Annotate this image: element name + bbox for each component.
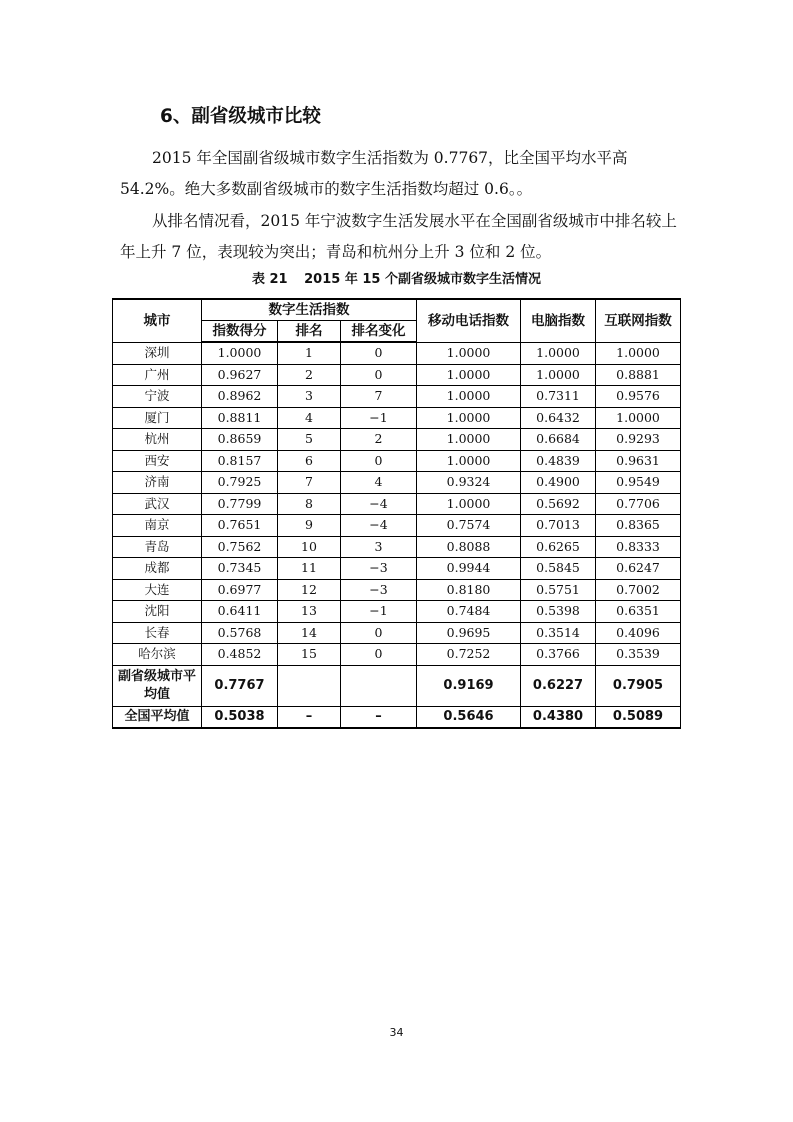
table-cell: 0 xyxy=(341,644,417,666)
table-cell: 0.4096 xyxy=(596,622,681,644)
table-cell: 7 xyxy=(341,386,417,408)
table-cell: 1.0000 xyxy=(521,364,596,386)
summary-label-cell: 副省级城市平均值 xyxy=(113,665,202,706)
table-caption-label: 表 21 xyxy=(251,272,288,287)
table-cell: 5 xyxy=(278,429,341,451)
header-city: 城市 xyxy=(113,299,202,342)
city-digital-life-table xyxy=(112,298,681,729)
table-cell: 0.4839 xyxy=(521,450,596,472)
table-cell: 0 xyxy=(341,622,417,644)
table-cell: 0.5398 xyxy=(521,601,596,623)
table-cell: 1.0000 xyxy=(417,493,521,515)
city-name-cell: 深圳 xyxy=(113,342,202,364)
table-cell: 0.6247 xyxy=(596,558,681,580)
table-row xyxy=(113,472,681,494)
table-cell: 9 xyxy=(278,515,341,537)
paragraph-2: 从排名情况看，2015 年宁波数字生活发展水平在全国副省级城市中排名较上年上升 7 位，表现较为突出；青岛和杭州分上升 3 位和 2 位。 xyxy=(120,212,677,261)
summary-cell: – xyxy=(278,706,341,728)
section-heading: 6、副省级城市比较 xyxy=(160,106,321,127)
table-cell: 6 xyxy=(278,450,341,472)
table-cell: 0.7651 xyxy=(202,515,278,537)
table-cell: 0.9549 xyxy=(596,472,681,494)
summary-cell: 0.5038 xyxy=(202,706,278,728)
header-score: 指数得分 xyxy=(202,321,278,343)
table-cell: 0.6265 xyxy=(521,536,596,558)
table-cell: 0.8157 xyxy=(202,450,278,472)
table-cell: 0.9324 xyxy=(417,472,521,494)
table-cell: 0.8811 xyxy=(202,407,278,429)
table-cell: 0.7562 xyxy=(202,536,278,558)
city-name-cell: 长春 xyxy=(113,622,202,644)
table-cell: 0.3514 xyxy=(521,622,596,644)
table-cell: 0.7574 xyxy=(417,515,521,537)
table-cell: 0.8180 xyxy=(417,579,521,601)
table-row xyxy=(113,622,681,644)
table-cell: 3 xyxy=(278,386,341,408)
table-cell: 1.0000 xyxy=(521,342,596,364)
table-cell: 0.3766 xyxy=(521,644,596,666)
summary-cell: 0.7767 xyxy=(202,665,278,706)
table-cell: 10 xyxy=(278,536,341,558)
table-cell: 1.0000 xyxy=(417,450,521,472)
table-cell: −1 xyxy=(341,601,417,623)
header-internet: 互联网指数 xyxy=(596,299,681,342)
city-name-cell: 大连 xyxy=(113,579,202,601)
city-name-cell: 西安 xyxy=(113,450,202,472)
table-cell: 0.9695 xyxy=(417,622,521,644)
table-cell: 11 xyxy=(278,558,341,580)
table-cell: 12 xyxy=(278,579,341,601)
table-cell: 0.4900 xyxy=(521,472,596,494)
city-name-cell: 宁波 xyxy=(113,386,202,408)
table-cell: 0.8088 xyxy=(417,536,521,558)
table-cell: 15 xyxy=(278,644,341,666)
table-row xyxy=(113,450,681,472)
summary-cell: 0.5646 xyxy=(417,706,521,728)
table-cell: 0 xyxy=(341,364,417,386)
table-cell: 0.9944 xyxy=(417,558,521,580)
city-name-cell: 南京 xyxy=(113,515,202,537)
table-cell: 0 xyxy=(341,342,417,364)
table-cell: 4 xyxy=(278,407,341,429)
header-rank-change: 排名变化 xyxy=(341,321,417,343)
summary-cell: 0.4380 xyxy=(521,706,596,728)
table-cell: 2 xyxy=(278,364,341,386)
table-row xyxy=(113,493,681,515)
table-cell: 1.0000 xyxy=(417,364,521,386)
table-cell: 4 xyxy=(341,472,417,494)
page-number: 34 xyxy=(389,1026,404,1039)
table-cell: 14 xyxy=(278,622,341,644)
table-cell: 8 xyxy=(278,493,341,515)
table-row xyxy=(113,429,681,451)
table-cell: 0.7013 xyxy=(521,515,596,537)
table-cell: 3 xyxy=(341,536,417,558)
table-caption-title: 2015 年 15 个副省级城市数字生活情况 xyxy=(304,272,541,287)
city-name-cell: 哈尔滨 xyxy=(113,644,202,666)
table-cell: 0.7484 xyxy=(417,601,521,623)
table-cell: 2 xyxy=(341,429,417,451)
table-cell: 0.8659 xyxy=(202,429,278,451)
table-cell: 0.8333 xyxy=(596,536,681,558)
table-cell: 1.0000 xyxy=(417,407,521,429)
table-cell: 0.3539 xyxy=(596,644,681,666)
table-cell: 0.9576 xyxy=(596,386,681,408)
summary-cell xyxy=(278,665,341,706)
table-row xyxy=(113,536,681,558)
table-cell: 1.0000 xyxy=(596,407,681,429)
table-cell: 0 xyxy=(341,450,417,472)
table-cell: 0.8881 xyxy=(596,364,681,386)
header-rank: 排名 xyxy=(278,321,341,343)
summary-cell: 0.7905 xyxy=(596,665,681,706)
table-row xyxy=(113,558,681,580)
table-caption xyxy=(0,270,793,290)
table-cell: 0.6684 xyxy=(521,429,596,451)
table-cell: 0.5768 xyxy=(202,622,278,644)
table-cell: 0.6411 xyxy=(202,601,278,623)
header-mobile: 移动电话指数 xyxy=(417,299,521,342)
city-name-cell: 杭州 xyxy=(113,429,202,451)
table-row xyxy=(113,601,681,623)
table-cell: 0.5751 xyxy=(521,579,596,601)
header-computer: 电脑指数 xyxy=(521,299,596,342)
city-name-cell: 厦门 xyxy=(113,407,202,429)
table-cell: −3 xyxy=(341,558,417,580)
table-row xyxy=(113,644,681,666)
table-cell: −4 xyxy=(341,515,417,537)
summary-row xyxy=(113,706,681,728)
summary-cell: 0.5089 xyxy=(596,706,681,728)
table-body xyxy=(113,342,681,728)
table-cell: 1.0000 xyxy=(596,342,681,364)
city-name-cell: 广州 xyxy=(113,364,202,386)
table-cell: 0.9293 xyxy=(596,429,681,451)
table-row xyxy=(113,407,681,429)
table-cell: 1.0000 xyxy=(417,429,521,451)
table-cell: 1 xyxy=(278,342,341,364)
table-row xyxy=(113,579,681,601)
summary-cell xyxy=(341,665,417,706)
table-row xyxy=(113,386,681,408)
table-cell: 0.7925 xyxy=(202,472,278,494)
city-name-cell: 沈阳 xyxy=(113,601,202,623)
city-name-cell: 成都 xyxy=(113,558,202,580)
table-cell: 1.0000 xyxy=(417,386,521,408)
summary-cell: 0.9169 xyxy=(417,665,521,706)
table-cell: 0.5845 xyxy=(521,558,596,580)
summary-cell: 0.6227 xyxy=(521,665,596,706)
table-cell: 1.0000 xyxy=(202,342,278,364)
table-row xyxy=(113,364,681,386)
city-name-cell: 济南 xyxy=(113,472,202,494)
table-cell: 0.7799 xyxy=(202,493,278,515)
table-cell: 0.8962 xyxy=(202,386,278,408)
table-cell: −3 xyxy=(341,579,417,601)
paragraph-1: 2015 年全国副省级城市数字生活指数为 0.7767，比全国平均水平高 54.2%。绝大多数副省级城市的数字生活指数均超过 0.6。。 xyxy=(120,149,628,198)
table-cell: 1.0000 xyxy=(417,342,521,364)
table-cell: 0.6432 xyxy=(521,407,596,429)
city-name-cell: 武汉 xyxy=(113,493,202,515)
table-cell: 13 xyxy=(278,601,341,623)
table-cell: 0.9627 xyxy=(202,364,278,386)
table-cell: 7 xyxy=(278,472,341,494)
table-cell: 0.7252 xyxy=(417,644,521,666)
table-cell: 0.7311 xyxy=(521,386,596,408)
table-cell: 0.6977 xyxy=(202,579,278,601)
summary-cell: – xyxy=(341,706,417,728)
table-cell: 0.5692 xyxy=(521,493,596,515)
table-cell: 0.4852 xyxy=(202,644,278,666)
header-group: 数字生活指数 xyxy=(202,299,417,321)
header-row xyxy=(113,299,681,321)
table-cell: −1 xyxy=(341,407,417,429)
table-cell: −4 xyxy=(341,493,417,515)
table-row xyxy=(113,515,681,537)
table-cell: 0.7345 xyxy=(202,558,278,580)
table-cell: 0.6351 xyxy=(596,601,681,623)
table-cell: 0.9631 xyxy=(596,450,681,472)
table-cell: 0.8365 xyxy=(596,515,681,537)
summary-row xyxy=(113,665,681,706)
table-cell: 0.7002 xyxy=(596,579,681,601)
table-cell: 0.7706 xyxy=(596,493,681,515)
city-name-cell: 青岛 xyxy=(113,536,202,558)
summary-label-cell: 全国平均值 xyxy=(113,706,202,728)
table-row xyxy=(113,342,681,364)
